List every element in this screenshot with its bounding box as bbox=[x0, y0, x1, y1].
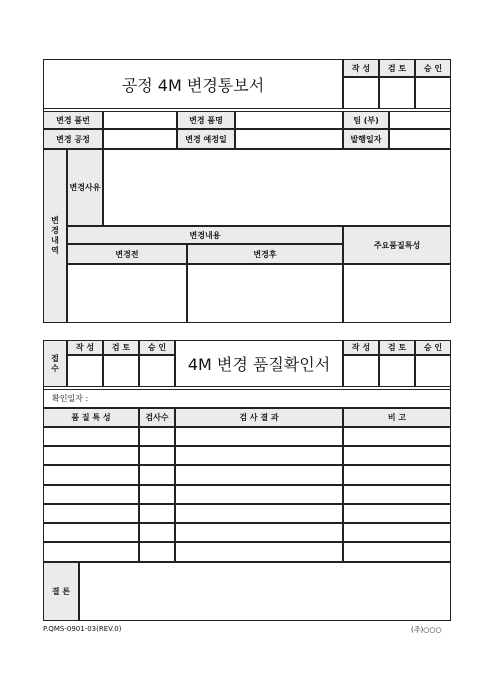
receipt-sign-write[interactable] bbox=[67, 355, 103, 387]
quality-char-cell[interactable] bbox=[43, 523, 139, 542]
form1-sign-approve[interactable] bbox=[415, 77, 451, 109]
remark-cell[interactable] bbox=[343, 542, 451, 562]
remark-cell[interactable] bbox=[343, 523, 451, 542]
team-field[interactable] bbox=[389, 111, 451, 129]
quality-char-header: 품 질 특 성 bbox=[43, 408, 139, 427]
quality-char-cell[interactable] bbox=[43, 542, 139, 562]
quality-char-cell[interactable] bbox=[43, 446, 139, 465]
planned-date-label: 변경 예정일 bbox=[177, 129, 235, 149]
inspect-result-cell[interactable] bbox=[175, 504, 343, 523]
inspect-count-cell[interactable] bbox=[139, 523, 175, 542]
inspect-result-cell[interactable] bbox=[175, 523, 343, 542]
form1-approval-write: 작 성 bbox=[343, 59, 379, 77]
form2-sign-write[interactable] bbox=[343, 355, 379, 387]
process-label: 변경 공정 bbox=[43, 129, 103, 149]
form2-approval-write: 작 성 bbox=[343, 340, 379, 355]
before-change-header: 변경전 bbox=[67, 244, 187, 264]
after-change-field[interactable] bbox=[187, 264, 343, 323]
inspect-result-header: 검 사 결 과 bbox=[175, 408, 343, 427]
confirm-date-label[interactable]: 확인일자 : bbox=[43, 389, 451, 408]
inspect-result-cell[interactable] bbox=[175, 446, 343, 465]
inspect-count-cell[interactable] bbox=[139, 542, 175, 562]
receipt-sign-review[interactable] bbox=[103, 355, 139, 387]
receipt-sign-approve[interactable] bbox=[139, 355, 175, 387]
before-change-field[interactable] bbox=[67, 264, 187, 323]
inspect-count-cell[interactable] bbox=[139, 485, 175, 504]
conclusion-label: 결 론 bbox=[43, 562, 79, 621]
quality-char-cell[interactable] bbox=[43, 465, 139, 485]
doc-number: P.QMS-0901-03(REV.0) bbox=[43, 625, 122, 633]
remark-cell[interactable] bbox=[343, 446, 451, 465]
company-name: (주)○○○ bbox=[411, 626, 442, 634]
process-field[interactable] bbox=[103, 129, 177, 149]
inspect-result-cell[interactable] bbox=[175, 542, 343, 562]
form1-approval-approve: 승 인 bbox=[415, 59, 451, 77]
remark-cell[interactable] bbox=[343, 427, 451, 446]
inspect-count-cell[interactable] bbox=[139, 427, 175, 446]
conclusion-field[interactable] bbox=[79, 562, 451, 621]
key-quality-field[interactable] bbox=[343, 264, 451, 323]
inspect-count-cell[interactable] bbox=[139, 465, 175, 485]
form2-approval-approve: 승 인 bbox=[415, 340, 451, 355]
part-no-field[interactable] bbox=[103, 111, 177, 129]
issue-date-field[interactable] bbox=[389, 129, 451, 149]
inspect-count-header: 검사수 bbox=[139, 408, 175, 427]
form1-title: 공정 4M 변경통보서 bbox=[43, 59, 343, 109]
inspect-result-cell[interactable] bbox=[175, 427, 343, 446]
remark-cell[interactable] bbox=[343, 485, 451, 504]
remark-cell[interactable] bbox=[343, 504, 451, 523]
form2-approval-review: 검 토 bbox=[379, 340, 415, 355]
inspect-result-cell[interactable] bbox=[175, 465, 343, 485]
receipt-approval-approve: 승 인 bbox=[139, 340, 175, 355]
part-name-label: 변경 품명 bbox=[177, 111, 235, 129]
quality-char-cell[interactable] bbox=[43, 427, 139, 446]
quality-char-cell[interactable] bbox=[43, 485, 139, 504]
change-reason-label: 변경사유 bbox=[67, 149, 103, 226]
inspect-count-cell[interactable] bbox=[139, 446, 175, 465]
inspect-count-cell[interactable] bbox=[139, 504, 175, 523]
change-detail-side-label: 변경내역 bbox=[43, 149, 67, 323]
receipt-approval-review: 검 토 bbox=[103, 340, 139, 355]
receipt-label: 접수 bbox=[43, 340, 67, 387]
after-change-header: 변경후 bbox=[187, 244, 343, 264]
planned-date-field[interactable] bbox=[235, 129, 343, 149]
change-reason-field[interactable] bbox=[103, 149, 451, 226]
remark-header: 비 고 bbox=[343, 408, 451, 427]
form1-sign-review[interactable] bbox=[379, 77, 415, 109]
inspect-result-cell[interactable] bbox=[175, 485, 343, 504]
form2-sign-review[interactable] bbox=[379, 355, 415, 387]
form1-sign-write[interactable] bbox=[343, 77, 379, 109]
form1-approval-review: 검 토 bbox=[379, 59, 415, 77]
issue-date-label: 발행일자 bbox=[343, 129, 389, 149]
change-content-header: 변경내용 bbox=[67, 226, 343, 244]
team-label: 팀 (부) bbox=[343, 111, 389, 129]
remark-cell[interactable] bbox=[343, 465, 451, 485]
receipt-approval-write: 작 성 bbox=[67, 340, 103, 355]
key-quality-header: 주요품질특성 bbox=[343, 226, 451, 264]
part-name-field[interactable] bbox=[235, 111, 343, 129]
part-no-label: 변경 품번 bbox=[43, 111, 103, 129]
form2-title: 4M 변경 품질확인서 bbox=[175, 340, 343, 387]
quality-char-cell[interactable] bbox=[43, 504, 139, 523]
form2-sign-approve[interactable] bbox=[415, 355, 451, 387]
